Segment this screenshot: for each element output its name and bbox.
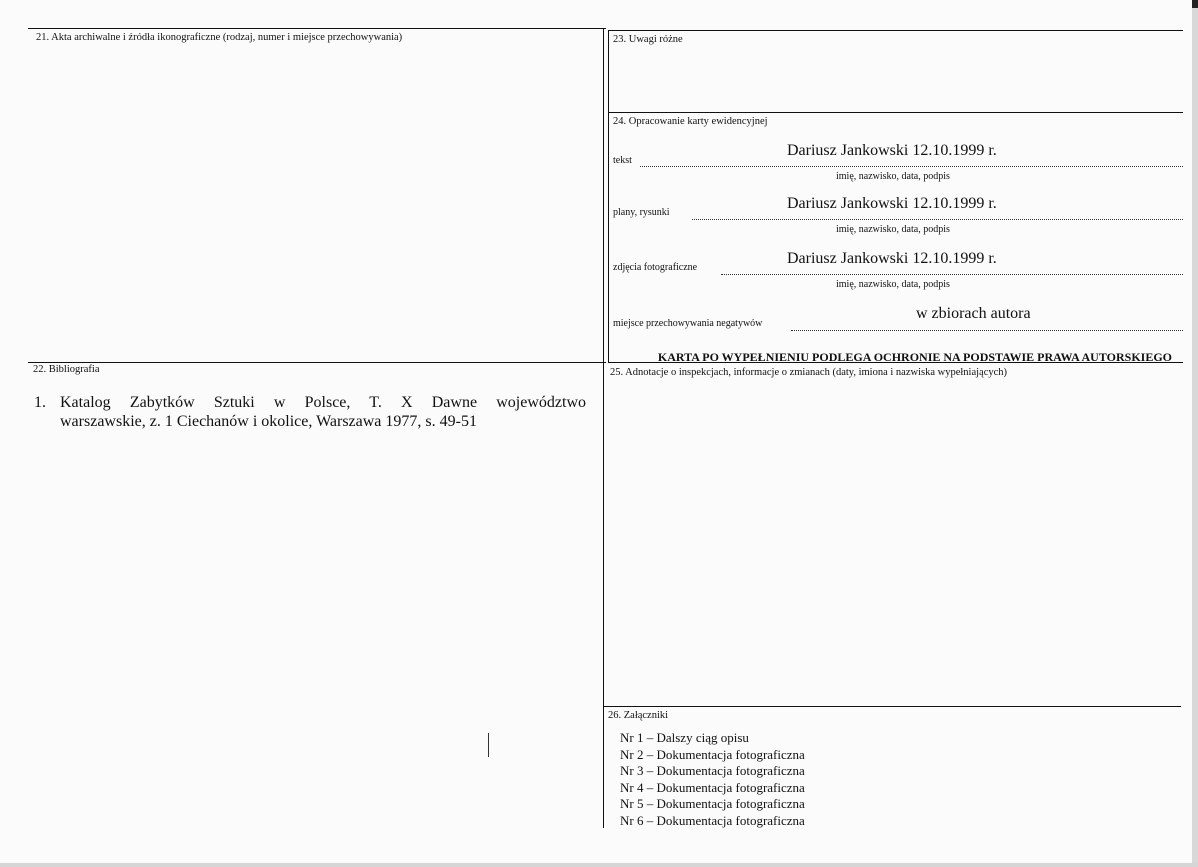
- signature-dotted-line: [721, 274, 1183, 275]
- attachment-item: Nr 1 – Dalszy ciąg opisu: [620, 730, 749, 745]
- section-23-label: 23. Uwagi różne: [613, 34, 683, 45]
- bibliography-line-2: warszawskie, z. 1 Ciechanów i okolice, Warszawa 1977, s. 49-51: [60, 413, 477, 430]
- scan-edge-bottom: [0, 863, 1198, 867]
- scan-corner-mark: [1192, 0, 1198, 8]
- card-row-value: Dariusz Jankowski 12.10.1999 r.: [787, 142, 997, 159]
- attachment-item: Nr 5 – Dokumentacja fotograficzna: [620, 796, 805, 811]
- card-row-value: Dariusz Jankowski 12.10.1999 r.: [787, 250, 997, 267]
- section-22-label: 22. Bibliografia: [33, 364, 100, 375]
- card-row-caption: imię, nazwisko, data, podpis: [836, 171, 950, 182]
- scan-stray-mark: [488, 733, 489, 757]
- rule-23-24: [608, 112, 1183, 113]
- card-row-caption: imię, nazwisko, data, podpis: [836, 224, 950, 235]
- attachment-item: Nr 4 – Dokumentacja fotograficzna: [620, 779, 805, 795]
- scan-edge-right: [1192, 0, 1198, 867]
- column-divider-right: [608, 30, 609, 362]
- attachment-item: Nr 3 – Dokumentacja fotograficzna: [620, 763, 805, 778]
- attachments-list: [620, 730, 805, 829]
- top-rule-right: [608, 30, 1183, 31]
- signature-dotted-line: [692, 219, 1183, 220]
- bibliography-line-1: Katalog Zabytków Sztuki w Polsce, T. X Dawne województwo: [60, 394, 586, 411]
- negatives-label: miejsce przechowywania negatywów: [613, 318, 763, 329]
- section-26-label: 26. Załączniki: [608, 710, 669, 721]
- signature-dotted-line: [640, 166, 1183, 167]
- attachment-item: Nr 6 – Dokumentacja fotograficzna: [620, 812, 805, 828]
- card-row-label: plany, rysunki: [613, 207, 670, 218]
- card-row-caption: imię, nazwisko, data, podpis: [836, 279, 950, 290]
- attachment-item: Nr 2 – Dokumentacja fotograficzna: [620, 746, 805, 762]
- bibliography-number: 1.: [34, 394, 46, 411]
- card-row-label: zdjęcia fotograficzne: [613, 262, 698, 273]
- card-row-value: Dariusz Jankowski 12.10.1999 r.: [787, 195, 997, 212]
- section-25-label: 25. Adnotacje o inspekcjach, informacje o zmianach (daty, imiona i nazwiska wypełniających): [610, 367, 1008, 378]
- section-24-label: 24. Opracowanie karty ewidencyjnej: [613, 116, 768, 127]
- rule-21-22: [28, 362, 606, 363]
- card-row-label: tekst: [613, 155, 632, 166]
- top-rule-left: [28, 28, 606, 29]
- section-21-label: 21. Akta archiwalne i źródła ikonograficzne (rodzaj, numer i miejsce przechowywania): [36, 32, 403, 43]
- negatives-dotted-line: [791, 330, 1183, 331]
- rule-25-26: [603, 706, 1181, 707]
- column-divider: [603, 28, 604, 828]
- copyright-notice: KARTA PO WYPEŁNIENIU PODLEGA OCHRONIE NA PODSTAWIE PRAWA AUTORSKIEGO: [657, 350, 1172, 364]
- negatives-value: w zbiorach autora: [916, 305, 1031, 322]
- bibliography-entry: [34, 393, 586, 431]
